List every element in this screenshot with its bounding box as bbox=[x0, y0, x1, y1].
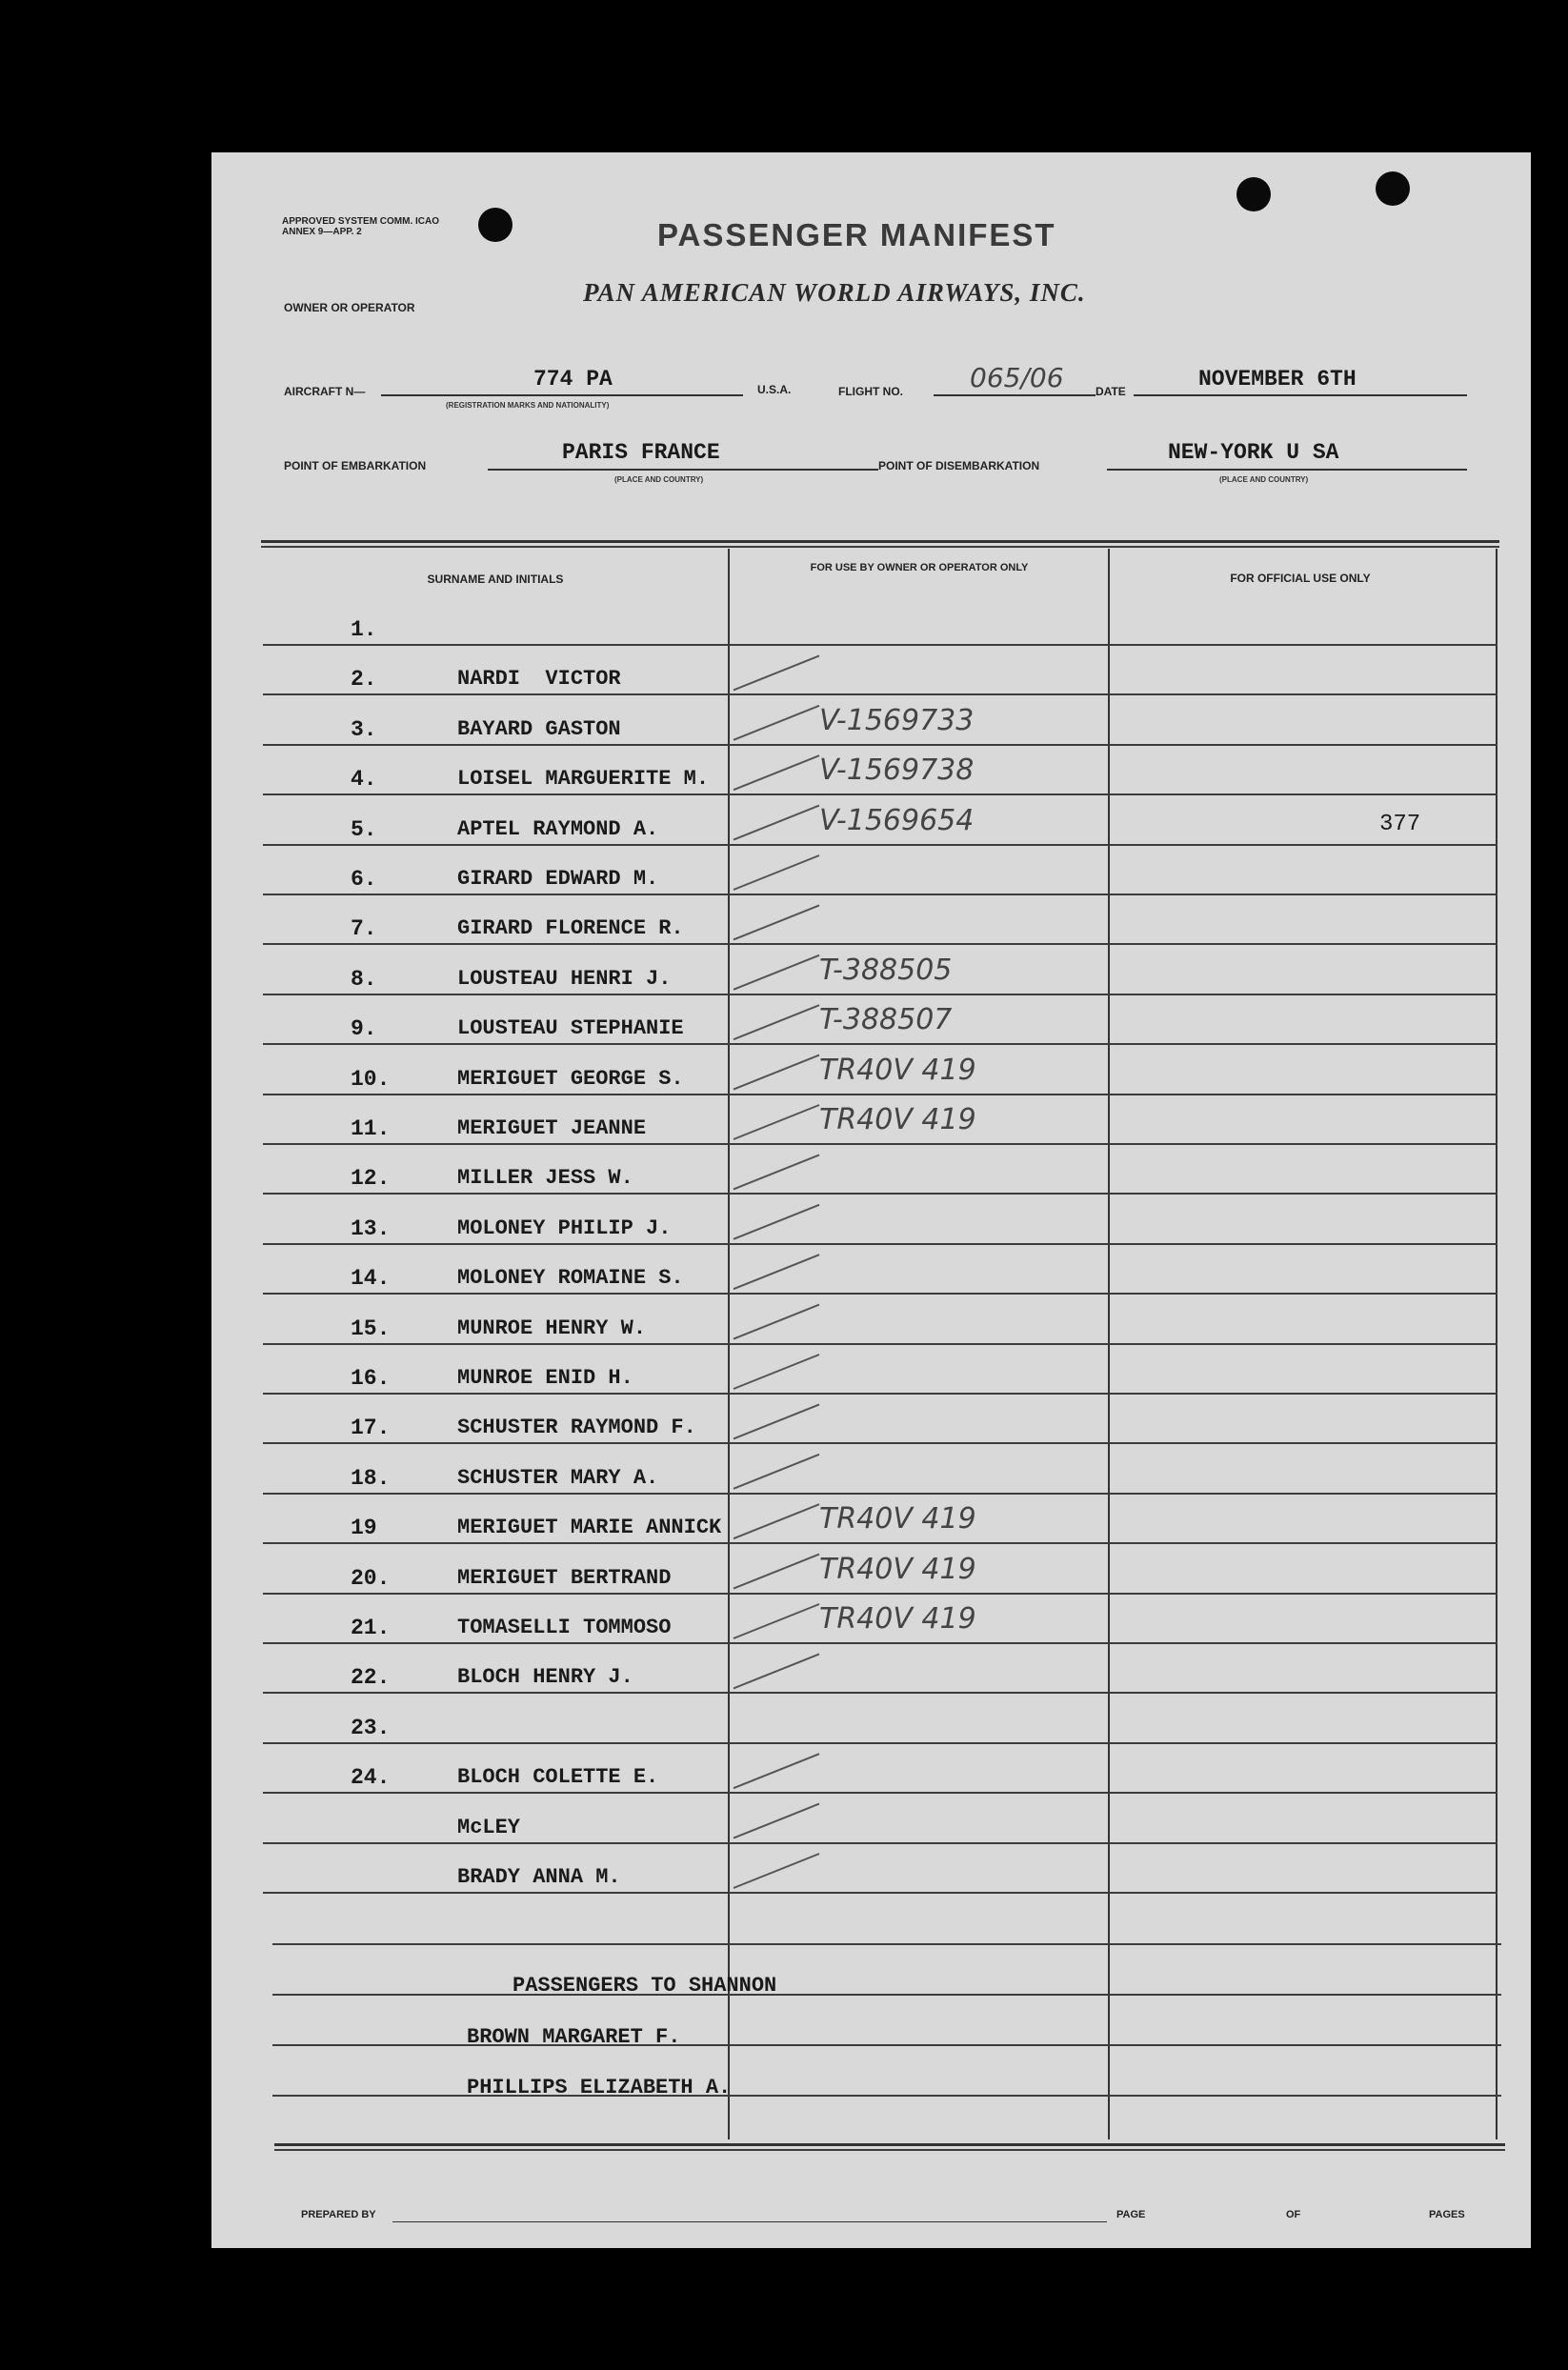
check-stroke bbox=[734, 706, 819, 740]
row-number: 15. bbox=[351, 1316, 391, 1341]
passenger-name: MERIGUET BERTRAND bbox=[457, 1565, 672, 1590]
check-stroke bbox=[734, 1504, 819, 1538]
handwritten-note: TR40V 419 bbox=[819, 1602, 976, 1636]
check-stroke bbox=[734, 755, 819, 790]
row-number: 24. bbox=[351, 1765, 391, 1791]
row-number: 13. bbox=[351, 1215, 391, 1241]
passenger-name: GIRARD FLORENCE R. bbox=[457, 916, 684, 941]
embarkation-sub: (PLACE AND COUNTRY) bbox=[614, 475, 704, 484]
disembarkation-sub: (PLACE AND COUNTRY) bbox=[1219, 475, 1309, 484]
row-number: 8. bbox=[351, 966, 377, 992]
official-use-column-header: FOR OFFICIAL USE ONLY bbox=[1230, 572, 1371, 585]
check-stroke bbox=[734, 1555, 819, 1589]
passenger-name: MILLER JESS W. bbox=[457, 1166, 633, 1191]
aircraft-sub: (REGISTRATION MARKS AND NATIONALITY) bbox=[446, 401, 610, 410]
handwritten-note: TR40V 419 bbox=[819, 1103, 976, 1136]
check-stroke bbox=[734, 1754, 819, 1788]
passenger-name: MOLONEY PHILIP J. bbox=[457, 1215, 672, 1240]
passenger-name: MOLONEY ROMAINE S. bbox=[457, 1266, 684, 1291]
passenger-name: McLEY bbox=[457, 1815, 521, 1839]
operator-name: PAN AMERICAN WORLD AIRWAYS, INC. bbox=[583, 278, 1086, 307]
passenger-name: MUNROE HENRY W. bbox=[457, 1316, 647, 1340]
passenger-name: APTEL RAYMOND A. bbox=[457, 816, 659, 841]
row-number: 9. bbox=[351, 1016, 377, 1042]
row-number: 20. bbox=[351, 1565, 391, 1591]
row-number: 18. bbox=[351, 1465, 391, 1491]
row-number: 21. bbox=[351, 1616, 391, 1640]
row-number: 17. bbox=[351, 1416, 391, 1441]
shannon-passenger-1: BROWN MARGARET F. bbox=[467, 2025, 681, 2049]
flight-value: 065/06 bbox=[970, 362, 1064, 393]
row-number: 6. bbox=[351, 867, 377, 892]
page-title: PASSENGER MANIFEST bbox=[657, 217, 1056, 252]
handwritten-note: T-388505 bbox=[819, 953, 953, 987]
check-stroke bbox=[734, 1255, 819, 1289]
passenger-name: MERIGUET GEORGE S. bbox=[457, 1066, 684, 1091]
check-stroke bbox=[734, 1205, 819, 1239]
passenger-name: TOMASELLI TOMMOSO bbox=[457, 1616, 672, 1639]
surname-column-header: SURNAME AND INITIALS bbox=[427, 572, 564, 586]
passenger-name: LOISEL MARGUERITE M. bbox=[457, 767, 710, 792]
check-stroke bbox=[734, 1404, 819, 1438]
embarkation-label: POINT OF EMBARKATION bbox=[284, 459, 427, 472]
check-stroke bbox=[734, 1654, 819, 1688]
row-number: 7. bbox=[351, 916, 377, 942]
check-stroke bbox=[734, 1804, 819, 1838]
row-number: 19 bbox=[351, 1516, 377, 1541]
row-number: 14. bbox=[351, 1266, 391, 1292]
passenger-name: LOUSTEAU HENRI J. bbox=[457, 966, 672, 991]
handwritten-note: TR40V 419 bbox=[819, 1053, 976, 1087]
row-number: 4. bbox=[351, 767, 377, 793]
passenger-name: GIRARD EDWARD M. bbox=[457, 867, 659, 891]
check-stroke bbox=[734, 1005, 819, 1039]
shannon-heading: PASSENGERS TO SHANNON bbox=[513, 1974, 777, 1998]
owner-use-column-header: FOR USE BY OWNER OR OPERATOR ONLY bbox=[810, 562, 1029, 573]
disembarkation-label: POINT OF DISEMBARKATION bbox=[878, 459, 1040, 472]
row-number: 23. bbox=[351, 1715, 391, 1740]
check-stroke bbox=[734, 1305, 819, 1339]
approval-stamp: APPROVED SYSTEM COMM. ICAO ANNEX 9—APP. 2 bbox=[282, 216, 440, 237]
embarkation-value: PARIS FRANCE bbox=[562, 440, 720, 465]
passenger-name: BAYARD GASTON bbox=[457, 716, 621, 741]
page-label: PAGE bbox=[1116, 2209, 1146, 2220]
handwritten-note: T-388507 bbox=[819, 1003, 953, 1037]
check-stroke bbox=[734, 1854, 819, 1888]
handwritten-note: TR40V 419 bbox=[819, 1552, 976, 1586]
pages-label: PAGES bbox=[1429, 2209, 1465, 2220]
aircraft-label: AIRCRAFT N— bbox=[284, 385, 366, 398]
official-mark: 377 bbox=[1379, 812, 1421, 837]
of-label: OF bbox=[1286, 2209, 1301, 2220]
passenger-name: NARDI VICTOR bbox=[457, 667, 621, 692]
passenger-name: BLOCH COLETTE E. bbox=[457, 1765, 659, 1790]
handwritten-note: V-1569733 bbox=[819, 703, 975, 737]
shannon-passenger-2: PHILLIPS ELIZABETH A. bbox=[467, 2076, 732, 2099]
flight-label: FLIGHT NO. bbox=[838, 385, 903, 398]
passenger-name: SCHUSTER RAYMOND F. bbox=[457, 1416, 696, 1440]
check-stroke bbox=[734, 655, 819, 690]
date-label: DATE bbox=[1096, 385, 1126, 398]
passenger-name: MERIGUET JEANNE bbox=[457, 1116, 647, 1140]
check-stroke bbox=[734, 1604, 819, 1638]
row-number: 16. bbox=[351, 1366, 391, 1391]
passenger-name: BRADY ANNA M. bbox=[457, 1865, 621, 1889]
row-number: 22. bbox=[351, 1665, 391, 1691]
row-number: 1. bbox=[351, 617, 377, 642]
check-stroke bbox=[734, 1055, 819, 1090]
check-stroke bbox=[734, 855, 819, 890]
row-number: 3. bbox=[351, 716, 377, 742]
handwritten-note: V-1569738 bbox=[819, 753, 975, 788]
row-number: 2. bbox=[351, 667, 377, 693]
row-number: 10. bbox=[351, 1066, 391, 1092]
owner-label: OWNER OR OPERATOR bbox=[284, 301, 415, 314]
usa-label: U.S.A. bbox=[757, 383, 792, 396]
check-stroke bbox=[734, 905, 819, 939]
prepared-by-label: PREPARED BY bbox=[301, 2209, 376, 2220]
check-stroke bbox=[734, 1455, 819, 1489]
check-stroke bbox=[734, 806, 819, 840]
row-number: 11. bbox=[351, 1116, 391, 1141]
passenger-name: SCHUSTER MARY A. bbox=[457, 1465, 659, 1490]
handwritten-note: V-1569654 bbox=[819, 803, 975, 837]
passenger-name: MUNROE ENID H. bbox=[457, 1366, 633, 1390]
check-stroke bbox=[734, 1155, 819, 1189]
handwritten-note: TR40V 419 bbox=[819, 1502, 976, 1536]
aircraft-value: 774 PA bbox=[533, 367, 613, 392]
passenger-name: LOUSTEAU STEPHANIE bbox=[457, 1016, 684, 1041]
date-value: NOVEMBER 6TH bbox=[1198, 367, 1357, 392]
check-stroke bbox=[734, 955, 819, 990]
passenger-name: BLOCH HENRY J. bbox=[457, 1665, 633, 1690]
disembarkation-value: NEW-YORK U SA bbox=[1168, 440, 1339, 465]
check-stroke bbox=[734, 1355, 819, 1389]
check-stroke bbox=[734, 1105, 819, 1139]
passenger-name: MERIGUET MARIE ANNICK bbox=[457, 1516, 722, 1540]
row-number: 12. bbox=[351, 1166, 391, 1192]
row-number: 5. bbox=[351, 816, 377, 842]
